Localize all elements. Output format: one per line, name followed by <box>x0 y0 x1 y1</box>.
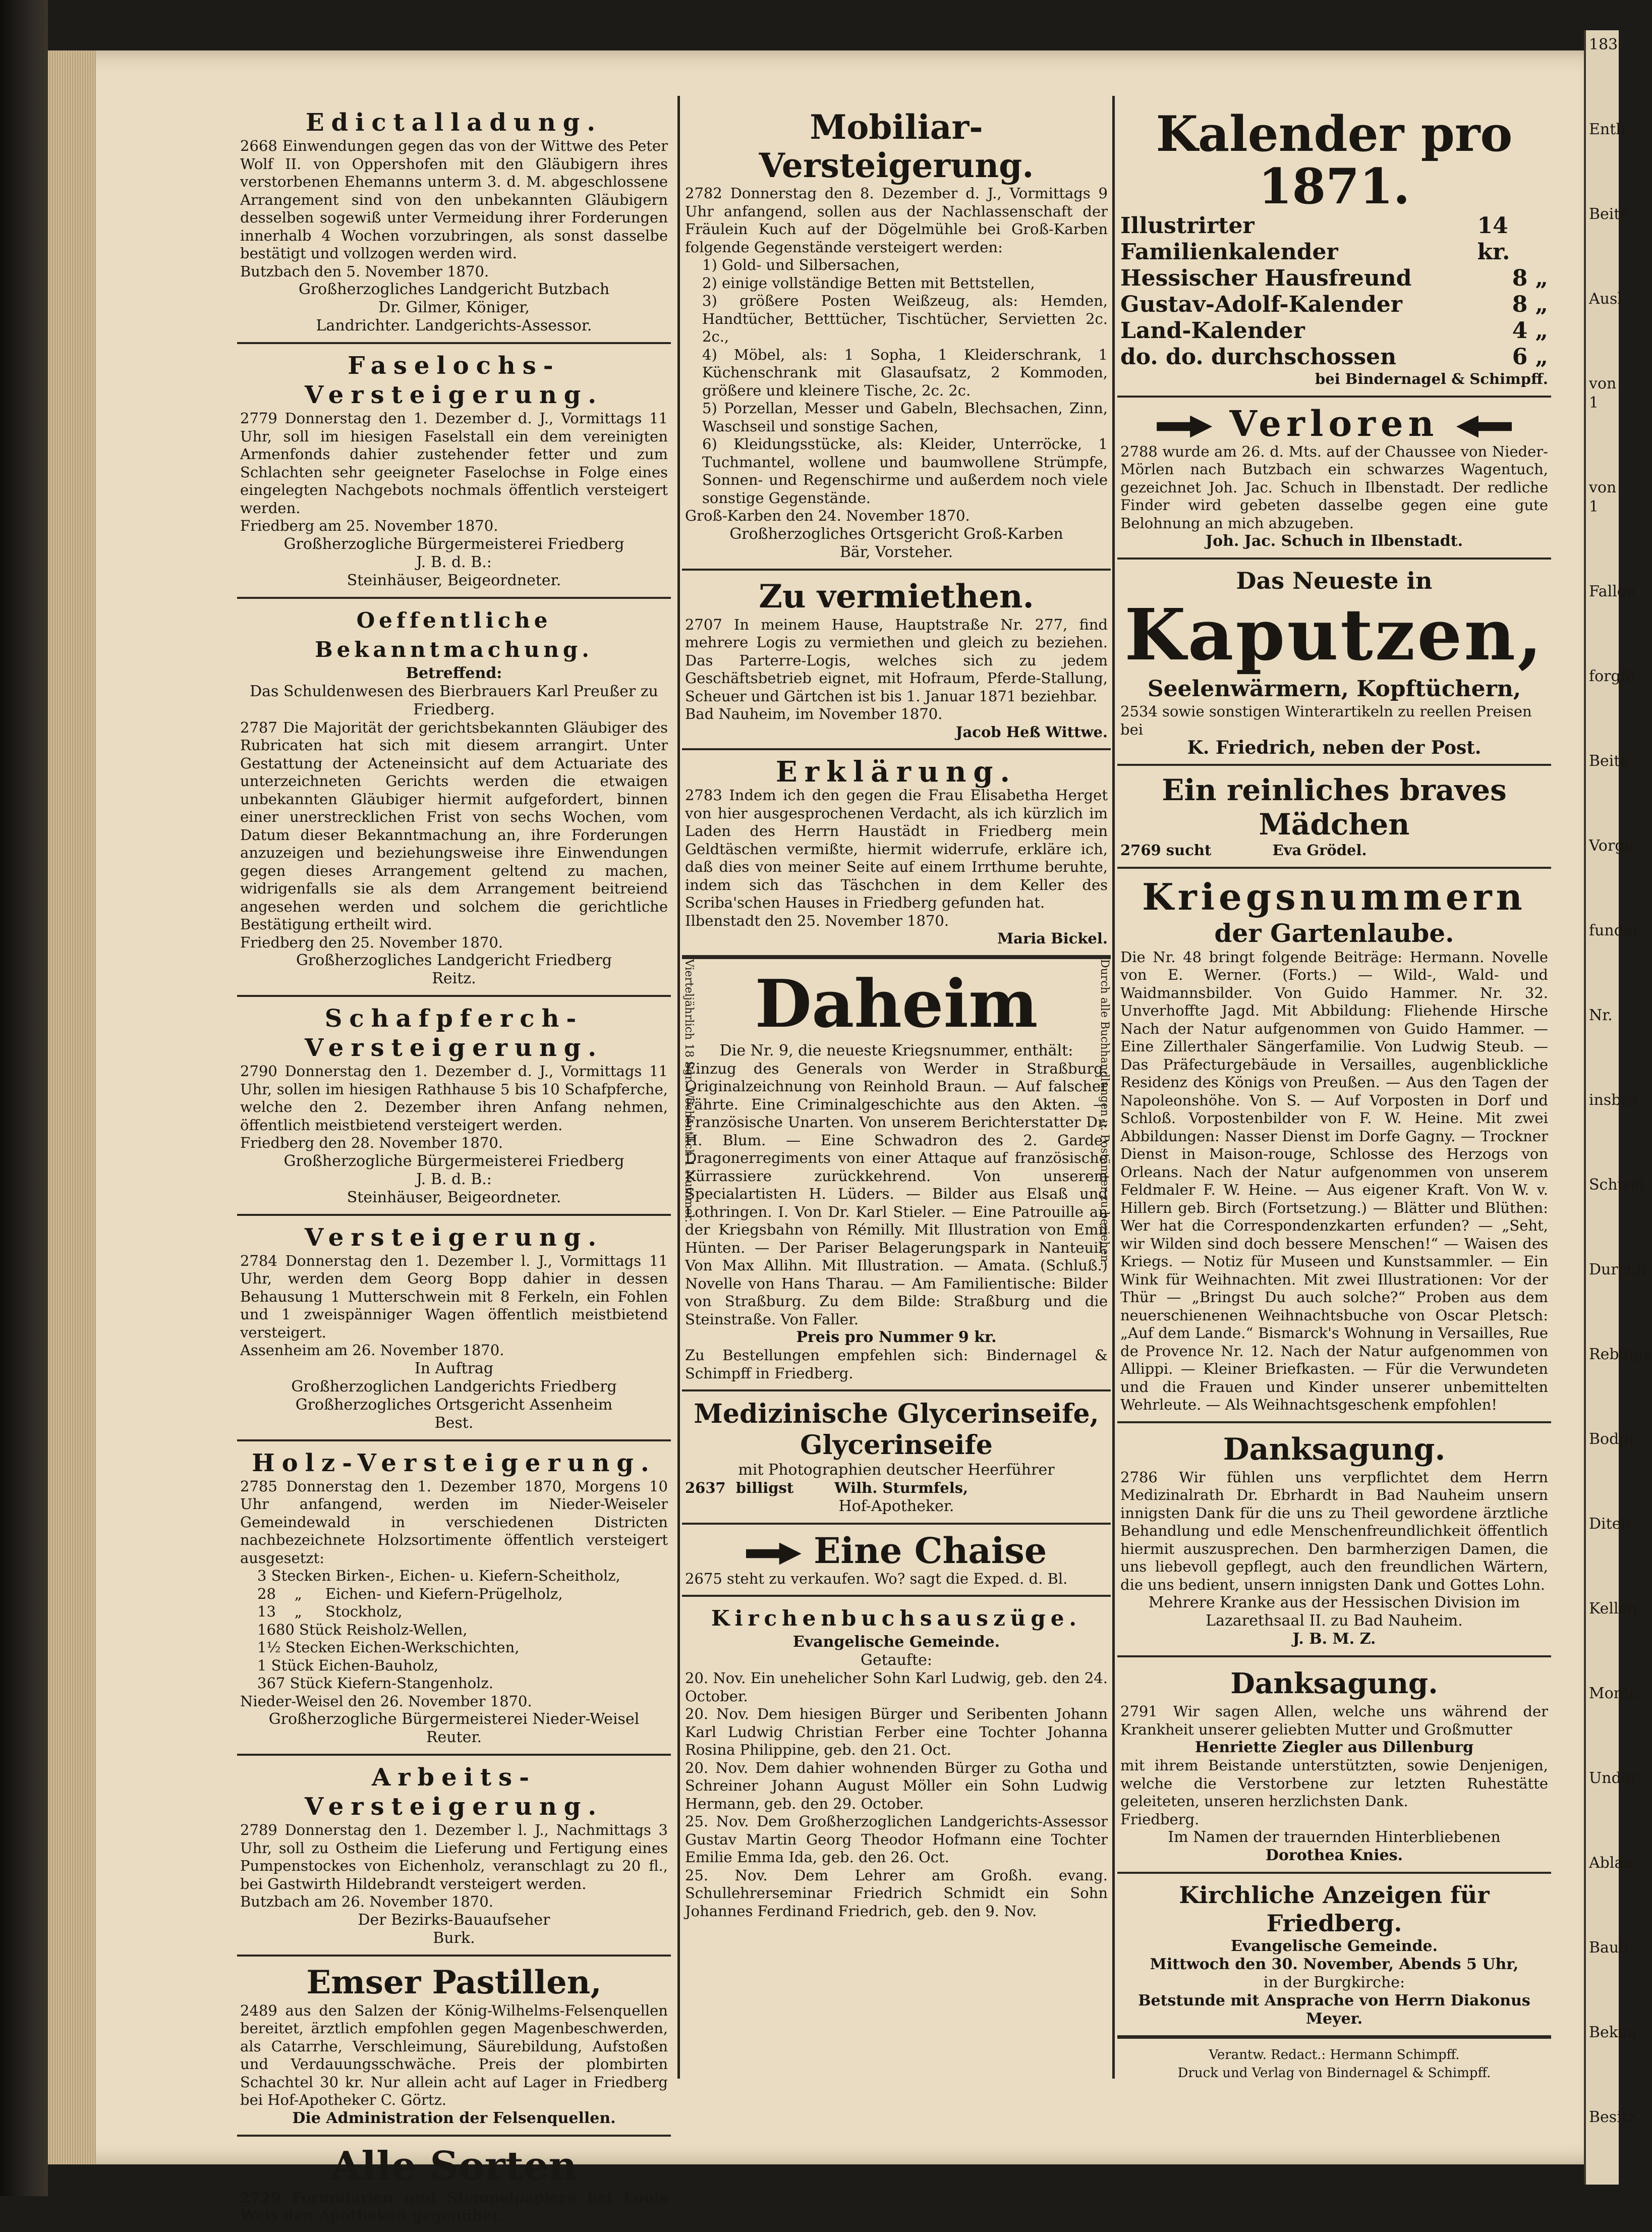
faselochs-notice <box>237 344 671 599</box>
notice-text: 2787 Die Majorität der gerichtsbekannten Gläubiger des Rubricaten hat sich mit diesem arrangirt. Unter Gestattung der Acteneinsicht auf dem Actuariate des unterzeichneten Gerichts werden die etwaigen unbekannten Gläubiger hiermit aufgefordert, binnen einer unerstrecklichen Frist von sechs Wochen, vom Datum dieser Bekanntmachung an, ihre Forderungen anzuzeigen und beziehungsweise ihre Einwendungen gegen dieses Arrangement geltend zu machen, widrigenfalls sie als dem Arrangement beitreiend angesehen werden und solchem die gerichtliche Bestätigung ertheilt wird. <box>240 718 668 933</box>
place-date: Ilbenstadt den 25. November 1870. <box>685 912 949 929</box>
place-date: Groß-Karben den 24. November 1870. <box>685 507 970 524</box>
daheim-side-note-left: Vierteljährlich 18 Sgr. Wöchentlich 1 Nummer. <box>682 959 695 1222</box>
authority: Großherzogliches Ortsgericht Groß-Karben <box>729 525 1063 543</box>
mobiliar-notice <box>682 101 1111 571</box>
notice-text: 2789 Donnerstag den 1. Dezember l. J., Nachmittags 3 Uhr, soll zu Ostheim die Lieferung und Fertigung eines Pumpenstockes von Eichenholz, veranschlagt zu 20 fl., bei Gastwirth Hildebrandt versteigert werden. <box>240 1821 668 1892</box>
gartenlaube-ad <box>1117 869 1551 1423</box>
ad-title <box>685 1529 1108 1572</box>
margin-fragment: Besitz <box>1589 2108 1636 2126</box>
service-place: in der Burgkirche: <box>1263 1974 1405 1991</box>
list-item: 28 „ Eichen- und Kiefern-Prügelholz, <box>257 1585 563 1602</box>
kirchenbuch-section <box>682 1597 1111 1927</box>
ad-subtitle: mit Photographien deutscher Heerführer <box>738 1461 1055 1479</box>
seller: bei Bindernagel & Schimpff. <box>1315 370 1548 387</box>
signer: Joh. Jac. Schuch in Ilbenstadt. <box>1205 532 1463 550</box>
service-time: Mittwoch den 30. November, Abends 5 Uhr, <box>1150 1956 1519 1973</box>
item-price: 6 „ <box>1512 344 1548 370</box>
margin-fragment: Beite <box>1589 205 1629 223</box>
place-date: Bad Nauheim, im November 1870. <box>685 705 943 722</box>
item-list <box>685 256 1108 507</box>
authority: Großherzogliche Bürgermeisterei Nieder-Weisel <box>268 1710 640 1728</box>
imprint <box>1117 2037 1551 2089</box>
list-item: 4) Möbel, als: 1 Sopha, 1 Kleiderschrank, 1 Küchenschrank mit Glasaufsatz, 2 Kommoden, größere und kleinere Tische, 2c. 2c. <box>702 346 1108 399</box>
ad-title-2: Glycerinseife <box>800 1430 993 1461</box>
section-title: Kirchenbuchsauszüge. <box>711 1606 1082 1631</box>
list-item: 20. Nov. Ein unehelicher Sohn Karl Ludwig, geb. den 24. October. <box>685 1669 1108 1705</box>
signer: K. Friedrich, neben der Post. <box>1187 737 1482 758</box>
margin-fragment: Bekau <box>1589 2024 1637 2041</box>
note: J. B. d. B.: <box>416 1170 492 1188</box>
service-description: Betstunde mit Ansprache von Herrn Diakonus Meyer. <box>1138 1992 1530 2028</box>
place: Friedberg. <box>1120 1810 1200 1828</box>
item-name: Illustrirter Familienkalender <box>1120 213 1338 265</box>
authority: Großherzogliches Landgericht Friedberg <box>296 952 612 969</box>
notice-title: Faselochs-Versteigerung. <box>304 352 604 409</box>
pointing-hand-icon <box>1157 416 1212 438</box>
section-subtitle: Evangelische Gemeinde. <box>792 1633 1000 1651</box>
chaise-ad <box>682 1525 1111 1597</box>
signer: Reuter. <box>426 1728 482 1746</box>
signer-roles: Landrichter. Landgerichts-Assessor. <box>316 317 592 334</box>
authority: Der Bezirks-Bauaufseher <box>358 1911 550 1929</box>
list-item: 3 Stecken Birken-, Eichen- u. Kiefern-Scheitholz, <box>257 1567 620 1584</box>
item-price: 8 „ <box>1512 292 1548 317</box>
adjacent-page-margin <box>1584 30 1652 2185</box>
list-item: 1 Stück Eichen-Bauholz, <box>257 1656 439 1674</box>
notice-title: Oeffentliche Bekanntmachung. <box>315 607 593 662</box>
list-item <box>1120 318 1548 344</box>
margin-fragment: Diten <box>1589 1515 1631 1533</box>
place-date: Butzbach am 26. November 1870. <box>240 1893 493 1910</box>
margin-fragment: funder <box>1589 922 1640 939</box>
place-date: Assenheim am 26. November 1870. <box>240 1342 504 1359</box>
margin-fragment: Ablau <box>1589 1854 1633 1872</box>
ad-title: Ein reinliches braves Mädchen <box>1162 773 1507 842</box>
notice-text: 2790 Donnerstag den 1. Dezember d. J., Vormittags 11 Uhr, sollen im hiesigen Rathhause 5 bis 10 Schafpferche, welche den 2. Dezember ihren Anfang nehmen, öffentlich meistbietend versteigert werden. <box>240 1063 668 1134</box>
item-price: 14 kr. <box>1477 213 1510 265</box>
item-name: Hessischer Hausfreund <box>1120 265 1412 291</box>
margin-fragment: von 1 <box>1589 375 1617 412</box>
place-date: Friedberg am 25. November 1870. <box>240 517 498 534</box>
ad-title: Danksagung. <box>1230 1667 1438 1700</box>
verloren-ad <box>1117 398 1551 560</box>
place-date: Nieder-Weisel den 26. November 1870. <box>240 1692 532 1710</box>
vermiethen-ad <box>682 571 1111 751</box>
list-item: 1) Gold- und Silbersachen, <box>702 256 900 273</box>
ad-subtitle: Die Nr. 9, die neueste Kriegsnummer, enthält: <box>719 1041 1073 1059</box>
signer: Im Namen der trauernden Hinterbliebenen <box>1168 1828 1501 1846</box>
list-item: 13 „ Stockholz, <box>257 1603 403 1620</box>
editor-line: Verantw. Redact.: Hermann Schimpff. <box>1209 2047 1460 2062</box>
pointing-hand-icon <box>746 1543 802 1565</box>
item-name: Land-Kalender <box>1120 318 1305 344</box>
margin-fragment: Beite <box>1589 752 1629 770</box>
ad-title: Kriegsnummern <box>1142 875 1526 918</box>
place-date: Friedberg den 28. November 1870. <box>240 1134 503 1151</box>
ad-text-2: mit ihrem Beistande unterstützten, sowie Denjenigen, welche die Verstorbene zur letzten Ruhestätte geleiteten, unseren herzlichsten Dank. <box>1120 1757 1548 1810</box>
daheim-ad <box>682 957 1111 1392</box>
emser-pastillen-ad <box>237 1957 671 2137</box>
notice-text: 2779 Donnerstag den 1. Dezember d. J., Vormittags 11 Uhr, soll im hiesigen Faselstall ein dem vereinigten Armenfonds dahier zustehender fetter und zum Schlachten sehr geeigneter Faselochse in Folge eines eingelegten Nachgebots nochmals öffentlich versteigert werden. <box>240 410 668 517</box>
notice-title: Mobiliar-Versteigerung. <box>759 107 1034 185</box>
subject-label: Betreffend: <box>406 664 502 682</box>
margin-fragment: Schwei <box>1589 1176 1644 1194</box>
ad-text: Die Nr. 48 bringt folgende Beiträge: Hermann. Novelle von E. Werner. (Forts.) — Wild-, Wald- und Waidmannsbilder. Von Guido Hammer. Nr. 32. Unverhoffte Jagd. Mit Abbildung: Fliehende Hirsche Nach der Natur aufgenommen von Guido Hammer. — Eine Zillerthaler Sängerfamilie. Von Ludwig Steub. — Das Präfecturgebäude in Versailles, augenblickliche Residenz des Königs von Preußen. — Aus den Tagen der Napoleonshöhe. Von S. — Auf Vorposten in Dorf und Schloß. Vorpostenbilder von F. W. Heine. Mit zwei Abbildungen: Nasser Dienst im Dorfe Gagny. — Trockner Dienst in Maison-rouge, Schlosse des Herzogs von Orleans. Nach der Natur aufgenommen von unserem Feldmaler F. W. Heine. — Aus eigener Kraft. Von W. v. Hillern geb. Birch (Fortsetzung.) — Blätter und Blüthen: Wer hat die Correspondenzkarten erfunden? — „Seht, wir Wilden sind doch bessere Menschen!“ — Waisen des Kriegs. — Notiz für Museen und Kunstsammler. — Ein Wink für Weihnachten. Mit zwei Illustrationen: Vor der Thür — „Bringst Du auch solche?“ Proben aus dem neuerschienenen Weihnachtsbuche von Oscar Pletsch: „Auf dem Lande.“ Bismarck's Wohnung in Versailles, Rue de Provence Nr. 12. Nach der Natur aufgenommen von Allippi. — Kleiner Briefkasten. — Für die Verwundeten und die Frauen und Kinder unserer unbemittelten Wehrleute. — Als Weihnachtsgeschenk empfohlen! <box>1120 948 1548 1413</box>
ad-text: Einzug des Generals von Werder in Straßburg. Originalzeichnung von Reinhold Braun. — Auf falscher Fährte. Eine Criminalgeschichte aus den Akten. — Französische Unarten. Von unserem Berichterstatter Dr. H. Blum. — Eine Schwadron des 2. Garde-Dragonerregiments von einer Attaque auf französische Kürrassiere zurückkehrend. Von unserem Specialartisten H. Lüders. — Bilder aus Elsaß und Lothringen. I. Von Dr. Karl Stieler. — Eine Patrouille an der Kriegsbahn von Rémilly. Mit Illustration von Emil Hünten. — Der Pariser Belagerungspark in Nanteuil. Von Max Allihn. Mit Illustration. — Amata. (Schluß.) Novelle von Hans Tharau. — Am Familientische: Bilder von Straßburg. Zu dem Bilde: Straßburg und die Steinstraße. Von Faller. <box>685 1059 1108 1328</box>
signer: Die Administration der Felsenquellen. <box>292 2109 616 2127</box>
edictalladung-notice <box>237 101 671 344</box>
item-price: 8 „ <box>1512 265 1548 291</box>
notice-title: Arbeits-Versteigerung. <box>304 1763 604 1821</box>
ad-title: Emser Pastillen, <box>306 1963 602 2001</box>
ad-title: Danksagung. <box>1223 1431 1446 1467</box>
ad-text: 2489 aus den Salzen der König-Wilhelms-Felsenquellen bereitet, ärztlich empfohlen gegen Magenbeschwerden, als Catarrhe, Verschleimung, Säurebildung, Aufstoßen und Verdauungsschwäche. Preis der plombirten Schachtel 30 kr. Nur allein acht auf Lager in Friedberg bei Hof-Apotheker C. Görtz. <box>240 2001 668 2108</box>
ad-text: 2786 Wir fühlen uns verpflichtet dem Herrn Medizinalrath Dr. Ebrhardt in Bad Nauheim unsern innigsten Dank für die uns zu Theil gewordene ärztliche Behandlung und edle Menschenfreundlichkeit öffentlich hiermit auszusprechen. Den barmherzigen Damen, die uns liebevoll gepflegt, auch den freundlichen Wärtern, die uns bedient, unsern innigsten Dank und Gottes Lohn. <box>1120 1468 1548 1593</box>
margin-fragment: insbes <box>1589 1091 1638 1109</box>
ad-subtitle: Seelenwärmern, Kopftüchern, <box>1147 676 1521 702</box>
notice-text: 2784 Donnerstag den 1. Dezember l. J., Vormittags 11 Uhr, werden dem Georg Bopp dahier in dessen Behausung 1 Mutterschwein mit 8 Ferkeln, ein Fohlen und 1 zweispänniger Wagen öffentlich meistbietend versteigert. <box>240 1252 668 1341</box>
list-item <box>1120 292 1548 318</box>
ad-text: 2707 In meinem Hause, Hauptstraße Nr. 277, find mehrere Logis zu vermiethen und gleich zu beziehen. Das Parterre-Logis, welches sich zu jedem Geschäftsbetrieb eignet, mit Hofraum, Pferde-Stallung, Scheuer und Gärtchen ist bis 1. Januar 1871 beziehbar. <box>685 616 1108 705</box>
signer: Steinhäuser, Beigeordneter. <box>347 1188 561 1206</box>
holz-notice <box>237 1441 671 1756</box>
signer: Jacob Heß Wittwe. <box>955 723 1108 741</box>
authority: Großherzogliche Bürgermeisterei Friedberg <box>283 1152 624 1170</box>
list-item: 367 Stück Kiefern-Stangenholz. <box>257 1675 493 1692</box>
section-subtitle: Evangelische Gemeinde. <box>1230 1937 1438 1955</box>
ad-title: Medizinische Glycerinseife, <box>694 1399 1099 1429</box>
publisher-line: Druck und Verlag von Bindernagel & Schimpff. <box>1177 2066 1491 2081</box>
signer: Burk. <box>433 1929 475 1947</box>
ad-title-text: Verloren <box>1229 402 1439 444</box>
notice-text: 2668 Einwendungen gegen das von der Wittwe des Peter Wolf II. von Oppershofen mit den Gläubigern ihres verstorbenen Ehemanns unterm 3. d. M. abgeschlossene Arrangement sind von den unbekannten Gläubigern desselben sogewiß unter Vermeidung ihrer Forderungen innerhalb 4 Wochen vorzubringen, als sonst dasselbe bestätigt und vollzogen werden wird. <box>240 137 668 262</box>
seller-line: 2637 billigst Wilh. Sturmfels, <box>685 1479 969 1496</box>
notice-title: Schafpferch-Versteigerung. <box>304 1005 604 1062</box>
note: In Auftrag <box>414 1359 494 1377</box>
danksagung-ad-1 <box>1117 1423 1551 1658</box>
margin-fragment: Rebinge <box>1589 1346 1652 1363</box>
list-item <box>1120 213 1548 265</box>
column-2 <box>682 101 1111 2079</box>
signer: Bär, Vorsteher. <box>839 543 953 561</box>
signers: Dr. Gilmer, Königer, <box>378 299 530 316</box>
column-1 <box>237 101 671 2224</box>
ad-text: 2534 sowie sonstigen Winterartikeln zu reellen Preisen bei <box>1120 703 1536 738</box>
margin-fragment: Fallon <box>1589 583 1636 600</box>
kaputzen-ad <box>1117 560 1551 766</box>
kalender-ad <box>1117 101 1551 398</box>
bekanntmachung-notice <box>237 599 671 997</box>
margin-fragment: Bodpr <box>1589 1430 1636 1448</box>
alle-sorten-ad <box>237 2137 671 2232</box>
authority: Großherzoglichen Landgerichts Friedberg <box>291 1377 617 1396</box>
ad-title: Kaputzen, <box>1124 594 1544 677</box>
price: Preis pro Nummer 9 kr. <box>796 1328 997 1346</box>
list-item: 20. Nov. Dem hiesigen Bürger und Seribenten Johann Karl Ludwig Christian Ferber eine Tochter Johanna Rosina Philippine, geb. den 21. Oct. <box>685 1705 1108 1758</box>
notice-title: Versteigerung. <box>304 1223 604 1252</box>
ad-title: Zu vermiethen. <box>759 577 1034 616</box>
notice-title: Edictalladung. <box>305 108 603 137</box>
section-heading: Getaufte: <box>860 1651 932 1669</box>
page-edges <box>48 50 96 2164</box>
list-item: 2) einige vollständige Betten mit Bettstellen, <box>702 274 1035 292</box>
notice-title: Holz-Versteigerung. <box>252 1448 656 1477</box>
place-date: Butzbach den 5. November 1870. <box>240 262 489 280</box>
arbeits-notice <box>237 1756 671 1957</box>
danksagung-ad-2 <box>1117 1657 1551 1874</box>
list-item: 25. Nov. Dem Lehrer am Großh. evang. Schullehrerseminar Friedrich Schmidt ein Sohn Johannes Ferdinand Friedrich, geb. den 9. Nov. <box>685 1866 1108 1920</box>
notice-text: 2783 Indem ich den gegen die Frau Elisabetha Herget von hier ausgesprochenen Verdacht, als ich kürzlich im Laden des Herrn Haustädt in Friedberg mein Geldtäschen vermißte, hiermit widerrufe, erkläre ich, daß dies von meiner Seite auf einem Irrthume beruhte, indem sich das Täschchen in dem Keller des Scriba'schen Hauses in Friedberg gefunden hat. <box>685 787 1108 911</box>
initials: J. B. M. Z. <box>1292 1630 1376 1648</box>
notice-text: 2782 Donnerstag den 8. Dezember d. J., Vormittags 9 Uhr anfangend, sollen aus der Nachlassenschaft der Fräulein Kuch auf der Dögelmühle bei Groß-Karben folgende Gegenstände versteigert werden: <box>685 185 1108 256</box>
margin-fragment: Durchfi <box>1589 1261 1646 1278</box>
subject: Das Schuldenwesen des Bierbrauers Karl Preußer zu Friedberg. <box>250 682 658 718</box>
list-item: 25. Nov. Dem Großherzoglichen Landgerichts-Assessor Gustav Martin Georg Theodor Hofmann eine Tochter Emilie Emma Ida, geb. den 26. Oct. <box>685 1813 1108 1866</box>
schafpferch-notice <box>237 997 671 1216</box>
item-name: do. do. durchschossen <box>1120 344 1397 370</box>
margin-fragment: Entb <box>1589 121 1626 138</box>
list-item: 3) größere Posten Weißzeug, als: Hemden, Handtücher, Betttücher, Tischtücher, Servietten 2c. 2c., <box>702 292 1108 345</box>
margin-fragment: Kellen <box>1589 1600 1637 1617</box>
signer: Hof-Apotheker. <box>838 1497 954 1515</box>
signer: Maria Bickel. <box>997 930 1108 947</box>
list-item <box>1120 344 1548 370</box>
authority: Großherzogliches Landgericht Butzbach <box>298 281 610 298</box>
ad-text: 2791 Wir sagen Allen, welche uns während der Krankheit unserer geliebten Mutter und Großmutter <box>1120 1703 1548 1738</box>
signer: Mehrere Kranke aus der Hessischen Division im Lazarethsaal II. zu Bad Nauheim. <box>1148 1594 1520 1630</box>
ad-text: 2729 Formularien und Stempelpapiere bei Louis Weis den Apotheken gegenüber. <box>240 2189 668 2224</box>
column-3 <box>1117 101 1551 2079</box>
signer: Steinhäuser, Beigeordneter. <box>347 571 561 589</box>
list-item: 1½ Stecken Eichen-Werkschichten, <box>257 1639 520 1656</box>
list-item: 20. Nov. Dem dahier wohnenden Bürger zu Gotha und Schreiner Johann August Möller ein Sohn Ludwig Hermann, geb. den 29. October. <box>685 1759 1108 1812</box>
margin-fragment: von 1 <box>1589 479 1617 516</box>
margin-fragment: Vorge <box>1589 837 1634 855</box>
authority: Großherzogliche Bürgermeisterei Friedberg <box>283 535 624 553</box>
ad-title: Kalender pro 1871. <box>1156 105 1513 215</box>
margin-fragment: 183 <box>1589 36 1618 53</box>
ad-text: 2788 wurde am 26. d. Mts. auf der Chaussee von Nieder-Mörlen nach Butzbach ein schwarzes Wagentuch, gezeichnet Joh. Jac. Schuch in Ilbenstadt. Der redliche Finder wird gebeten dasselbe gegen eine gute Belohnung an mich abzugeben. <box>1120 442 1548 532</box>
erklaerung-notice <box>682 750 1111 957</box>
list-item: 1680 Stück Reisholz-Wellen, <box>257 1621 468 1638</box>
signer: Best. <box>434 1414 474 1432</box>
column-rule <box>677 96 680 2079</box>
kirchliche-anzeigen <box>1117 1874 1551 2037</box>
place-date: Friedberg den 25. November 1870. <box>240 933 503 951</box>
item-name: Gustav-Adolf-Kalender <box>1120 292 1402 317</box>
section-title: Kirchliche Anzeigen für Friedberg. <box>1179 1881 1490 1937</box>
signer-2: Dorothea Knies. <box>1265 1847 1403 1864</box>
list-item: 6) Kleidungsstücke, als: Kleider, Unterröcke, 1 Tuchmantel, wollene und baumwollene Strümpfe, Sonnen- und Regenschirme und außerdem noch viele sonstige Gegenstände. <box>702 435 1108 507</box>
authority-2: Großherzogliches Ortsgericht Assenheim <box>295 1396 613 1414</box>
margin-fragment: Under <box>1589 1769 1637 1787</box>
book-binding <box>0 0 48 2196</box>
item-list <box>240 1567 668 1693</box>
margin-fragment: Nr. <box>1589 1007 1613 1024</box>
ad-title: Alle Sorten <box>330 2143 578 2189</box>
ad-title <box>1120 402 1548 444</box>
versteigerung-notice <box>237 1216 671 1441</box>
column-rule <box>1112 96 1115 2079</box>
notice-title: Erklärung. <box>775 755 1017 789</box>
list-item: 5) Porzellan, Messer und Gabeln, Blechsachen, Zinn, Waschseil und sonstige Sachen, <box>702 400 1108 435</box>
ad-title-text: Eine Chaise <box>814 1529 1047 1572</box>
margin-fragment: Ausl <box>1589 290 1622 308</box>
ad-text: 2769 sucht Eva Grödel. <box>1120 842 1367 859</box>
list-item <box>1120 265 1548 292</box>
ad-text: 2675 steht zu verkaufen. Wo? sagt die Exped. d. Bl. <box>685 1570 1068 1587</box>
daheim-side-note-right: Durch alle Buchhandlungen u. Postämter zu beziehen. <box>1098 959 1111 1266</box>
ad-pretitle: Das Neueste in <box>1236 567 1433 594</box>
ad-subtitle: der Gartenlaube. <box>1214 918 1454 948</box>
signer: Reitz. <box>432 970 476 987</box>
pointing-hand-icon <box>1456 416 1512 438</box>
deceased-name: Henriette Ziegler aus Dillenburg <box>1194 1739 1474 1756</box>
glycerinseife-ad <box>682 1391 1111 1525</box>
note: J. B. d. B.: <box>416 553 492 571</box>
maedchen-ad <box>1117 766 1551 869</box>
item-price: 4 „ <box>1512 318 1548 344</box>
order-info: Zu Bestellungen empfehlen sich: Bindernagel & Schimpff in Friedberg. <box>685 1347 1108 1382</box>
margin-fragment: forgfä <box>1589 667 1635 685</box>
margin-fragment: Montc <box>1589 1685 1638 1702</box>
notice-text: 2785 Donnerstag den 1. Dezember 1870, Morgens 10 Uhr anfangend, werden im Nieder-Weiseler Gemeindewald in verschiedenen Districten nachbezeichnete Holzsortimente öffentlich versteigert ausgesetzt: <box>240 1477 668 1567</box>
ad-title: Daheim <box>755 965 1038 1042</box>
margin-fragment: Bauh <box>1589 1939 1629 1957</box>
